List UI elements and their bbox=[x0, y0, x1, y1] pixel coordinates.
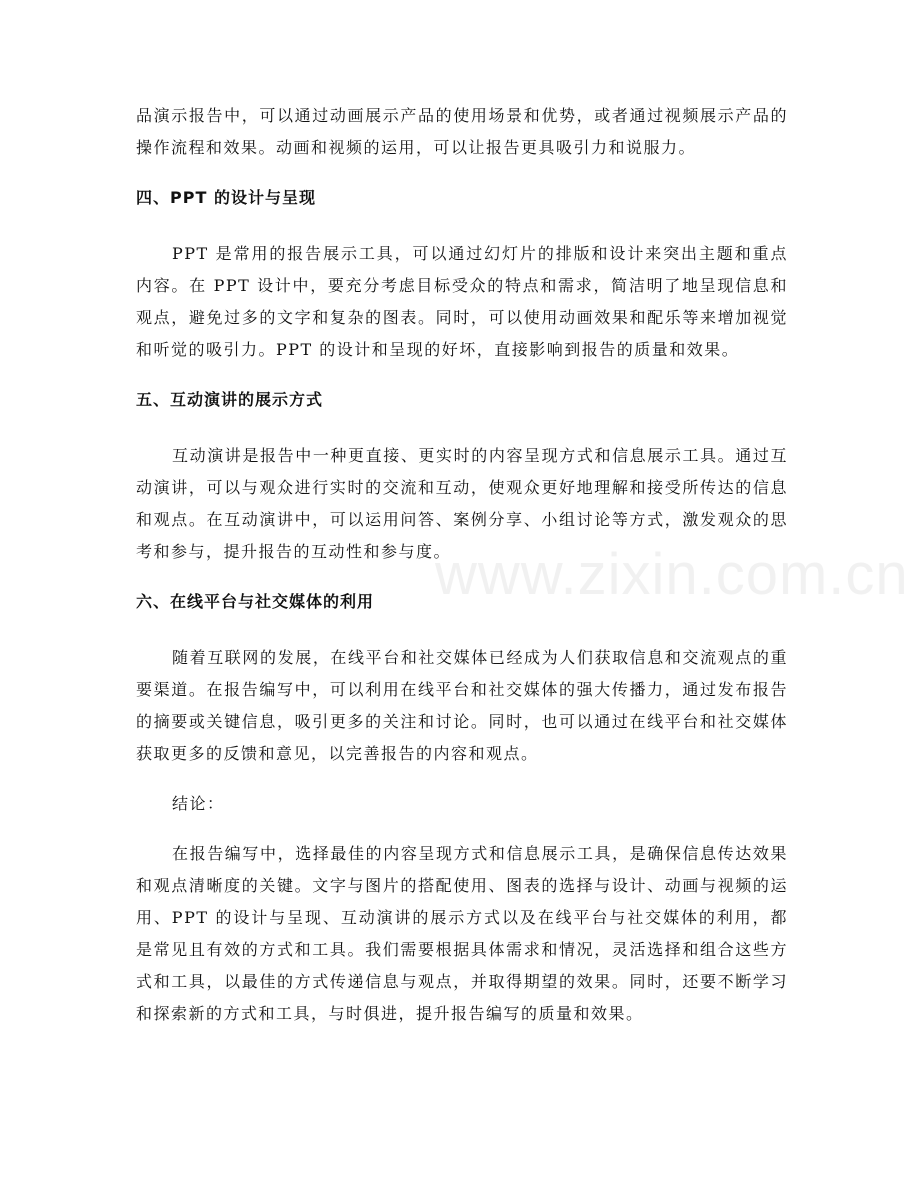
conclusion-label: 结论： bbox=[172, 794, 225, 813]
section-heading-ppt: 四、PPT 的设计与呈现 bbox=[136, 188, 316, 207]
document-body bbox=[136, 100, 788, 1048]
watermark-text: www.zixin.com.cn bbox=[435, 542, 909, 607]
section-paragraph-online-platforms: 随着互联网的发展，在线平台和社交媒体已经成为人们获取信息和交流观点的重要渠道。在报告编写中，可以利用在线平台和社交媒体的强大传播力，通过发布报告的摘要或关键信息，吸引更多的关注和讨论。同时，也可以通过在线平台和社交媒体获取更多的反馈和意见，以完善报告的内容和观点。 bbox=[136, 648, 788, 763]
intro-paragraph: 品演示报告中，可以通过动画展示产品的使用场景和优势，或者通过视频展示产品的操作流程和效果。动画和视频的运用，可以让报告更具吸引力和说服力。 bbox=[136, 106, 788, 157]
conclusion-paragraph: 在报告编写中，选择最佳的内容呈现方式和信息展示工具，是确保信息传达效果和观点清晰度的关键。文字与图片的搭配使用、图表的选择与设计、动画与视频的运用、PPT 的设计与呈现、互动演讲的展示方式以及在线平台与社交媒体的利用，都是常见且有效的方式和工具。我们需要根据具体需求和情况，灵活选择和组合这些方式和工具，以最佳的方式传递信息与观点，并取得期望的效果。同时，还要不断学习和探索新的方式和工具，与时俱进，提升报告编写的质量和效果。 bbox=[136, 844, 788, 1023]
section-heading-online-platforms: 六、在线平台与社交媒体的利用 bbox=[136, 592, 375, 611]
section-paragraph-ppt: PPT 是常用的报告展示工具，可以通过幻灯片的排版和设计来突出主题和重点内容。在 PPT 设计中，要充分考虑目标受众的特点和需求，简洁明了地呈现信息和观点，避免过多的文字和复杂的图表。同时，可以使用动画效果和配乐等来增加视觉和听觉的吸引力。PPT 的设计和呈现的好坏，直接影响到报告的质量和效果。 bbox=[136, 244, 788, 359]
section-paragraph-interactive-speech: 互动演讲是报告中一种更直接、更实时的内容呈现方式和信息展示工具。通过互动演讲，可以与观众进行实时的交流和互动，使观众更好地理解和接受所传达的信息和观点。在互动演讲中，可以运用问答、案例分享、小组讨论等方式，激发观众的思考和参与，提升报告的互动性和参与度。 bbox=[136, 446, 788, 561]
section-heading-interactive-speech: 五、互动演讲的展示方式 bbox=[136, 390, 324, 409]
